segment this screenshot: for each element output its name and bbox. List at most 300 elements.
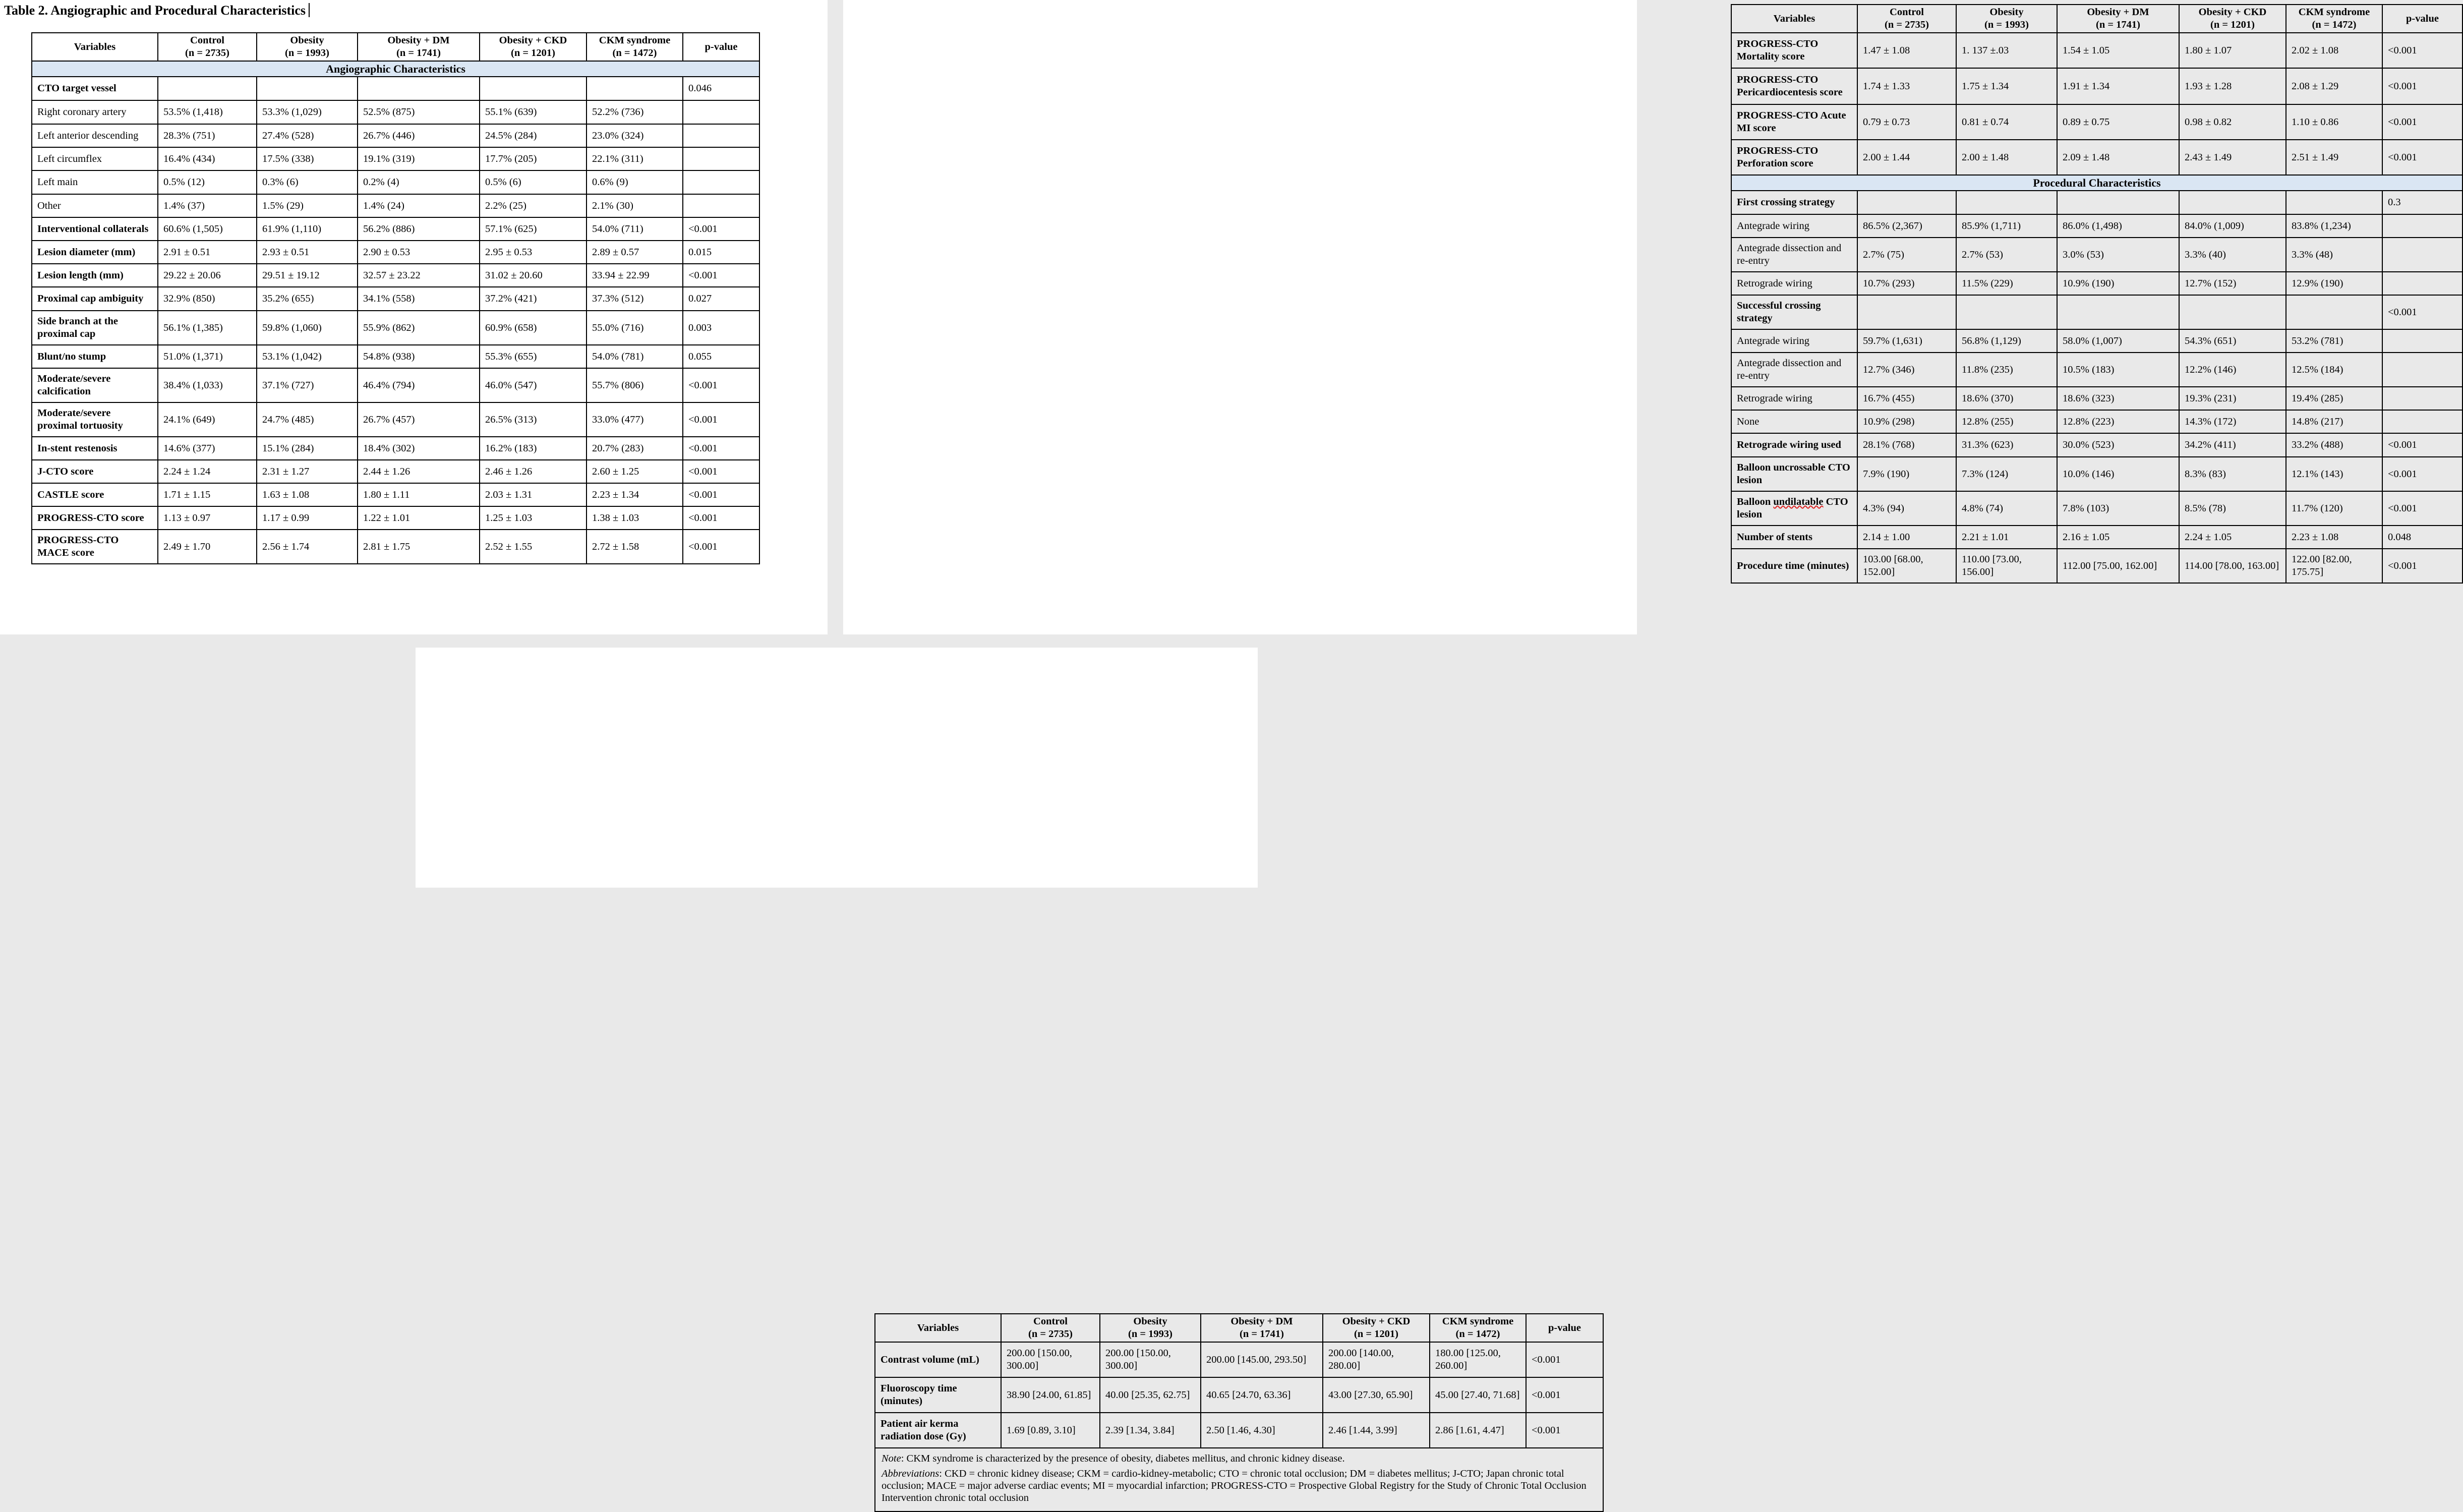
table-cell: 24.7% (485) xyxy=(257,402,358,437)
header-row xyxy=(32,33,759,61)
row-label-text: Number of stents xyxy=(1737,531,1812,543)
table-cell: 19.1% (319) xyxy=(358,147,480,170)
table-body xyxy=(875,1342,1603,1448)
table-cell: 1.4% (37) xyxy=(158,194,257,217)
p-value-cell: <0.001 xyxy=(2382,140,2462,175)
table-cell: 2.46 ± 1.26 xyxy=(480,460,587,483)
row-label xyxy=(1731,353,1857,387)
table-row xyxy=(32,287,759,311)
table-cell: 1.63 ± 1.08 xyxy=(257,483,358,506)
table-cell: 103.00 [68.00, 152.00] xyxy=(1857,549,1956,583)
column-header-label: Obesity xyxy=(290,35,324,46)
table-cell: 122.00 [82.00, 175.75] xyxy=(2286,549,2382,583)
column-header xyxy=(32,33,158,61)
table-cell: 3.0% (53) xyxy=(2057,238,2179,272)
row-label xyxy=(1731,491,1857,526)
table-cell: 10.5% (183) xyxy=(2057,353,2179,387)
table-cell: 0.98 ± 0.82 xyxy=(2179,104,2286,140)
p-value-cell: <0.001 xyxy=(1526,1413,1603,1448)
table-row xyxy=(875,1377,1603,1413)
p-value-cell: <0.001 xyxy=(683,460,759,483)
p-value-cell: <0.001 xyxy=(2382,433,2462,457)
row-label-text: Antegrade dissection and re-entry xyxy=(1737,243,1842,266)
document-page-2 xyxy=(843,0,2439,634)
table-row xyxy=(32,402,759,437)
table-cell: 2.60 ± 1.25 xyxy=(587,460,683,483)
table-cell: 55.3% (655) xyxy=(480,345,587,368)
table-cell: 4.3% (94) xyxy=(1857,491,1956,526)
radiation-table xyxy=(874,1313,1604,1512)
table-cell: 1.80 ± 1.11 xyxy=(358,483,480,506)
table-cell: 12.7% (346) xyxy=(1857,353,1956,387)
row-label-text: Interventional collaterals xyxy=(37,223,149,235)
table-cell: 12.7% (152) xyxy=(2179,272,2286,295)
table-cell: 54.0% (711) xyxy=(587,217,683,241)
row-label xyxy=(1731,295,1857,329)
column-header-label: Obesity xyxy=(1989,7,2024,18)
column-header-label: p-value xyxy=(1548,1322,1581,1333)
column-header-n: (n = 2735) xyxy=(1028,1328,1073,1340)
table-cell: 23.0% (324) xyxy=(587,124,683,147)
row-label xyxy=(1731,457,1857,491)
row-label xyxy=(875,1377,1001,1413)
table-cell xyxy=(1857,191,1956,214)
column-header xyxy=(2382,5,2462,33)
table-cell: 56.1% (1,385) xyxy=(158,311,257,345)
table-cell: 45.00 [27.40, 71.68] xyxy=(1430,1377,1526,1413)
header-row xyxy=(875,1314,1603,1342)
table-cell: 2.81 ± 1.75 xyxy=(358,530,480,564)
table-cell: 1.47 ± 1.08 xyxy=(1857,33,1956,68)
table-row xyxy=(32,241,759,264)
table-cell xyxy=(587,77,683,100)
header-row xyxy=(1731,5,2462,33)
section-heading: Procedural Characteristics xyxy=(1731,175,2462,191)
row-label-text: Balloon uncrossable CTO lesion xyxy=(1737,462,1850,486)
table-cell: 38.90 [24.00, 61.85] xyxy=(1001,1377,1100,1413)
table-cell: 2.49 ± 1.70 xyxy=(158,530,257,564)
column-header-n: (n = 1201) xyxy=(1354,1328,1398,1340)
column-header-label: Obesity + CKD xyxy=(1342,1316,1411,1327)
table-cell: 18.6% (323) xyxy=(2057,387,2179,410)
table-cell: 86.5% (2,367) xyxy=(1857,214,1956,238)
table-cell xyxy=(2057,191,2179,214)
table-cell: 12.9% (190) xyxy=(2286,272,2382,295)
table-row xyxy=(1731,238,2462,272)
row-label-text: Fluoroscopy time (minutes) xyxy=(881,1383,957,1407)
table-cell: 12.5% (184) xyxy=(2286,353,2382,387)
p-value-cell xyxy=(683,194,759,217)
table-cell: 200.00 [140.00, 280.00] xyxy=(1323,1342,1430,1377)
table-cell: 56.8% (1,129) xyxy=(1956,329,2057,353)
row-label xyxy=(1731,68,1857,104)
column-header-label: Obesity + DM xyxy=(387,35,450,46)
table-cell: 26.7% (457) xyxy=(358,402,480,437)
table-cell: 2.00 ± 1.44 xyxy=(1857,140,1956,175)
table-cell: 2.23 ± 1.34 xyxy=(587,483,683,506)
p-value-cell: 0.003 xyxy=(683,311,759,345)
row-label xyxy=(875,1413,1001,1448)
row-label xyxy=(32,264,158,287)
table-cell: 2.16 ± 1.05 xyxy=(2057,526,2179,549)
p-value-cell xyxy=(2382,272,2462,295)
table-cell: 200.00 [150.00, 300.00] xyxy=(1100,1342,1201,1377)
table-footnotes xyxy=(875,1448,1603,1511)
column-header xyxy=(1956,5,2057,33)
table-cell: 29.22 ± 20.06 xyxy=(158,264,257,287)
table-cell: 2.1% (30) xyxy=(587,194,683,217)
table-cell: 3.3% (40) xyxy=(2179,238,2286,272)
column-header-n: (n = 1472) xyxy=(612,47,657,59)
column-header-label: Obesity + DM xyxy=(2087,7,2149,18)
table-cell: 40.00 [25.35, 62.75] xyxy=(1100,1377,1201,1413)
table-row xyxy=(32,170,759,194)
table-cell: 1.74 ± 1.33 xyxy=(1857,68,1956,104)
table-row xyxy=(32,460,759,483)
table-cell: 29.51 ± 19.12 xyxy=(257,264,358,287)
table-cell: 61.9% (1,110) xyxy=(257,217,358,241)
row-label xyxy=(32,311,158,345)
p-value-cell: <0.001 xyxy=(683,483,759,506)
table-row xyxy=(32,217,759,241)
table-cell: 1.80 ± 1.07 xyxy=(2179,33,2286,68)
table-row xyxy=(32,483,759,506)
table-header xyxy=(1731,5,2462,33)
column-header-n: (n = 1201) xyxy=(511,47,555,59)
table-header xyxy=(875,1314,1603,1342)
row-label-text: Procedure time (minutes) xyxy=(1737,560,1849,571)
p-value-cell: <0.001 xyxy=(683,402,759,437)
table-cell: 12.2% (146) xyxy=(2179,353,2286,387)
table-cell xyxy=(1956,191,2057,214)
table-cell: 86.0% (1,498) xyxy=(2057,214,2179,238)
table-cell: 11.8% (235) xyxy=(1956,353,2057,387)
table-title: Table 2. Angiographic and Procedural Characteristics xyxy=(4,3,310,18)
table-row xyxy=(1731,140,2462,175)
table-row xyxy=(875,1413,1603,1448)
column-header-label: Control xyxy=(1890,7,1924,18)
table-row xyxy=(32,147,759,170)
table-row xyxy=(1731,410,2462,433)
row-label-text: Blunt/no stump xyxy=(37,351,106,362)
table-cell: 14.6% (377) xyxy=(158,437,257,460)
table-cell: 2.7% (75) xyxy=(1857,238,1956,272)
table-cell: 10.9% (190) xyxy=(2057,272,2179,295)
table-cell: 52.5% (875) xyxy=(358,100,480,124)
table-cell: 2.03 ± 1.31 xyxy=(480,483,587,506)
row-label-text: In-stent restenosis xyxy=(37,442,118,454)
p-value-cell: <0.001 xyxy=(683,217,759,241)
table-cell: 28.1% (768) xyxy=(1857,433,1956,457)
table-cell: 35.2% (655) xyxy=(257,287,358,311)
column-header-n: (n = 1993) xyxy=(1128,1328,1172,1340)
table-cell: 33.94 ± 22.99 xyxy=(587,264,683,287)
table-cell: 114.00 [78.00, 163.00] xyxy=(2179,549,2286,583)
table-cell: 17.5% (338) xyxy=(257,147,358,170)
table-cell xyxy=(158,77,257,100)
row-label xyxy=(32,194,158,217)
column-header-label: p-value xyxy=(705,41,738,52)
column-header-n: (n = 2735) xyxy=(1885,19,1929,30)
table-cell: 2.08 ± 1.29 xyxy=(2286,68,2382,104)
table-cell: 2.14 ± 1.00 xyxy=(1857,526,1956,549)
table-row xyxy=(875,1342,1603,1377)
row-label-text: Other xyxy=(37,200,61,211)
column-header-n: (n = 1741) xyxy=(1240,1328,1284,1340)
p-value-cell: <0.001 xyxy=(2382,295,2462,329)
row-label-text: Retrograde wiring xyxy=(1737,277,1812,289)
table-cell: 1. 137 ±.03 xyxy=(1956,33,2057,68)
table-row xyxy=(1731,272,2462,295)
table-cell: 1.75 ± 1.34 xyxy=(1956,68,2057,104)
table-cell: 2.39 [1.34, 3.84] xyxy=(1100,1413,1201,1448)
table-cell: 55.0% (716) xyxy=(587,311,683,345)
table-row xyxy=(1731,457,2462,491)
row-label xyxy=(32,241,158,264)
table-cell: 1.71 ± 1.15 xyxy=(158,483,257,506)
table-cell: 2.7% (53) xyxy=(1956,238,2057,272)
row-label xyxy=(32,437,158,460)
row-label xyxy=(1731,549,1857,583)
row-label xyxy=(32,460,158,483)
table-cell: 53.3% (1,029) xyxy=(257,100,358,124)
table-cell: 2.91 ± 0.51 xyxy=(158,241,257,264)
row-label-text: PROGRESS-CTO MACE score xyxy=(37,535,119,558)
table-cell: 2.44 ± 1.26 xyxy=(358,460,480,483)
text-cursor xyxy=(309,3,310,17)
table-cell: 28.3% (751) xyxy=(158,124,257,147)
table-cell: 2.95 ± 0.53 xyxy=(480,241,587,264)
table-row xyxy=(1731,191,2462,214)
column-header xyxy=(683,33,759,61)
section-row xyxy=(32,61,759,77)
column-header xyxy=(480,33,587,61)
table-cell xyxy=(358,77,480,100)
section-row xyxy=(1731,175,2462,191)
column-header xyxy=(1430,1314,1526,1342)
p-value-cell xyxy=(2382,214,2462,238)
table-row xyxy=(1731,295,2462,329)
column-header xyxy=(1100,1314,1201,1342)
table-cell: 24.1% (649) xyxy=(158,402,257,437)
table-cell: 0.6% (9) xyxy=(587,170,683,194)
table-row xyxy=(1731,526,2462,549)
column-header xyxy=(1323,1314,1430,1342)
row-label xyxy=(1731,140,1857,175)
row-label-text: Retrograde wiring xyxy=(1737,392,1812,404)
table-cell: 2.24 ± 1.05 xyxy=(2179,526,2286,549)
table-cell: 46.0% (547) xyxy=(480,368,587,402)
table-cell xyxy=(1857,295,1956,329)
table-cell: 7.3% (124) xyxy=(1956,457,2057,491)
table-cell: 16.7% (455) xyxy=(1857,387,1956,410)
table-cell: 1.69 [0.89, 3.10] xyxy=(1001,1413,1100,1448)
table-cell: 37.3% (512) xyxy=(587,287,683,311)
column-header-n: (n = 1993) xyxy=(285,47,329,59)
table-header xyxy=(32,33,759,61)
table-cell: 0.2% (4) xyxy=(358,170,480,194)
row-label xyxy=(1731,387,1857,410)
p-value-cell: <0.001 xyxy=(2382,549,2462,583)
table-cell xyxy=(1956,295,2057,329)
row-label-text: Lesion length (mm) xyxy=(37,269,124,281)
table-cell: 18.4% (302) xyxy=(358,437,480,460)
table-cell: 110.00 [73.00, 156.00] xyxy=(1956,549,2057,583)
table-cell: 0.89 ± 0.75 xyxy=(2057,104,2179,140)
p-value-cell: <0.001 xyxy=(683,530,759,564)
table-row xyxy=(32,311,759,345)
row-label-text: Patient air kerma radiation dose (Gy) xyxy=(881,1418,966,1442)
table-cell: 112.00 [75.00, 162.00] xyxy=(2057,549,2179,583)
table-cell: 1.13 ± 0.97 xyxy=(158,506,257,530)
table-cell: 85.9% (1,711) xyxy=(1956,214,2057,238)
table-body xyxy=(1731,33,2462,583)
table-cell: 1.54 ± 1.05 xyxy=(2057,33,2179,68)
column-header-label: Obesity + DM xyxy=(1230,1316,1293,1327)
row-label-text: Right coronary artery xyxy=(37,106,127,118)
column-header xyxy=(1857,5,1956,33)
column-header-label: CKM syndrome xyxy=(1442,1316,1514,1327)
row-label xyxy=(32,100,158,124)
table-cell: 32.9% (850) xyxy=(158,287,257,311)
table-cell: 2.24 ± 1.24 xyxy=(158,460,257,483)
table-row xyxy=(32,437,759,460)
table-cell: 14.3% (172) xyxy=(2179,410,2286,433)
table-cell: 1.4% (24) xyxy=(358,194,480,217)
p-value-cell xyxy=(2382,238,2462,272)
table-cell: 1.25 ± 1.03 xyxy=(480,506,587,530)
table-cell: 0.5% (6) xyxy=(480,170,587,194)
column-header-label: Variables xyxy=(917,1322,959,1333)
table-cell: 10.7% (293) xyxy=(1857,272,1956,295)
table-cell: 1.93 ± 1.28 xyxy=(2179,68,2286,104)
p-value-cell: <0.001 xyxy=(683,437,759,460)
row-label-text: Proximal cap ambiguity xyxy=(37,293,144,304)
table-cell: 51.0% (1,371) xyxy=(158,345,257,368)
table-cell: 57.1% (625) xyxy=(480,217,587,241)
table-cell: 52.2% (736) xyxy=(587,100,683,124)
p-value-cell: 0.015 xyxy=(683,241,759,264)
row-label xyxy=(32,483,158,506)
table-cell: 10.0% (146) xyxy=(2057,457,2179,491)
row-label-text: Antegrade wiring xyxy=(1737,335,1810,346)
row-label xyxy=(32,287,158,311)
table-cell: 37.1% (727) xyxy=(257,368,358,402)
table-row xyxy=(32,264,759,287)
p-value-cell: 0.027 xyxy=(683,287,759,311)
column-header-label: Control xyxy=(1033,1316,1068,1327)
row-label-text: PROGRESS-CTO Acute MI score xyxy=(1737,110,1846,134)
column-header xyxy=(1731,5,1857,33)
table-cell: 84.0% (1,009) xyxy=(2179,214,2286,238)
p-value-cell: 0.048 xyxy=(2382,526,2462,549)
row-label-text: Lesion diameter (mm) xyxy=(37,246,136,258)
p-value-cell xyxy=(683,124,759,147)
table-cell: 2.46 [1.44, 3.99] xyxy=(1323,1413,1430,1448)
table-cell: 55.1% (639) xyxy=(480,100,587,124)
abbreviations-paragraph: Abbreviations: CKD = chronic kidney disease; CKM = cardio-kidney-metabolic; CTO = chronic total occlusion; DM = diabetes mellitus; J-CTO; Japan chronic total occlusion; MACE = major adverse cardiac events; MI = myocardial infarction; PROGRESS-CTO = Prospective Global Registry for the Study of Chronic Total Occlusion Intervention chronic total occlusion xyxy=(882,1468,1587,1503)
table-cell: 7.8% (103) xyxy=(2057,491,2179,526)
column-header xyxy=(1201,1314,1323,1342)
column-header xyxy=(875,1314,1001,1342)
table-cell: 2.56 ± 1.74 xyxy=(257,530,358,564)
table-cell: 2.86 [1.61, 4.47] xyxy=(1430,1413,1526,1448)
table-row xyxy=(1731,491,2462,526)
column-header xyxy=(2179,5,2286,33)
table-row xyxy=(32,506,759,530)
table-row xyxy=(1731,353,2462,387)
column-header-label: Variables xyxy=(1773,13,1815,24)
table-row xyxy=(1731,329,2462,353)
p-value-cell xyxy=(2382,329,2462,353)
table-cell xyxy=(480,77,587,100)
row-label-text: CASTLE score xyxy=(37,489,104,500)
row-label-text: Moderate/severe proximal tortuosity xyxy=(37,408,123,431)
table-cell: 55.7% (806) xyxy=(587,368,683,402)
table-row xyxy=(1731,433,2462,457)
table-cell: 0.5% (12) xyxy=(158,170,257,194)
table-cell xyxy=(2286,295,2382,329)
table-row xyxy=(32,77,759,100)
table-cell: 2.51 ± 1.49 xyxy=(2286,140,2382,175)
table-cell: 60.6% (1,505) xyxy=(158,217,257,241)
row-label xyxy=(32,217,158,241)
table-cell: 200.00 [150.00, 300.00] xyxy=(1001,1342,1100,1377)
table-row xyxy=(32,345,759,368)
column-header-label: Obesity + CKD xyxy=(499,35,567,46)
table-cell xyxy=(257,77,358,100)
table-cell: 54.8% (938) xyxy=(358,345,480,368)
column-header-n: (n = 1472) xyxy=(2312,19,2357,30)
table-cell: 53.2% (781) xyxy=(2286,329,2382,353)
table-row xyxy=(32,194,759,217)
row-label-text: Side branch at the proximal cap xyxy=(37,316,119,339)
table-cell: 2.21 ± 1.01 xyxy=(1956,526,2057,549)
table-cell: 12.8% (255) xyxy=(1956,410,2057,433)
p-value-cell: <0.001 xyxy=(683,264,759,287)
table-cell: 46.4% (794) xyxy=(358,368,480,402)
row-label xyxy=(1731,433,1857,457)
table-cell: 27.4% (528) xyxy=(257,124,358,147)
column-header-n: (n = 1741) xyxy=(396,47,441,59)
column-header xyxy=(587,33,683,61)
row-label-text: Moderate/severe calcification xyxy=(37,373,111,397)
table-cell: 34.2% (411) xyxy=(2179,433,2286,457)
row-label xyxy=(32,368,158,402)
column-header xyxy=(2286,5,2382,33)
table-cell: 33.0% (477) xyxy=(587,402,683,437)
table-cell xyxy=(2179,295,2286,329)
table-cell: 2.50 [1.46, 4.30] xyxy=(1201,1413,1323,1448)
table-cell: 59.7% (1,631) xyxy=(1857,329,1956,353)
column-header-label: Obesity + CKD xyxy=(2198,7,2267,18)
table-cell: 26.7% (446) xyxy=(358,124,480,147)
table-cell: 0.3% (6) xyxy=(257,170,358,194)
table-cell: 33.2% (488) xyxy=(2286,433,2382,457)
table-cell: 8.5% (78) xyxy=(2179,491,2286,526)
table-cell: 8.3% (83) xyxy=(2179,457,2286,491)
table-cell: 11.7% (120) xyxy=(2286,491,2382,526)
row-label xyxy=(1731,410,1857,433)
p-value-cell: <0.001 xyxy=(2382,491,2462,526)
table-cell: 59.8% (1,060) xyxy=(257,311,358,345)
table-cell: 54.0% (781) xyxy=(587,345,683,368)
table-cell: 31.3% (623) xyxy=(1956,433,2057,457)
p-value-cell: <0.001 xyxy=(1526,1377,1603,1413)
table-body xyxy=(32,61,759,564)
column-header-label: p-value xyxy=(2406,13,2439,24)
column-header xyxy=(1001,1314,1100,1342)
